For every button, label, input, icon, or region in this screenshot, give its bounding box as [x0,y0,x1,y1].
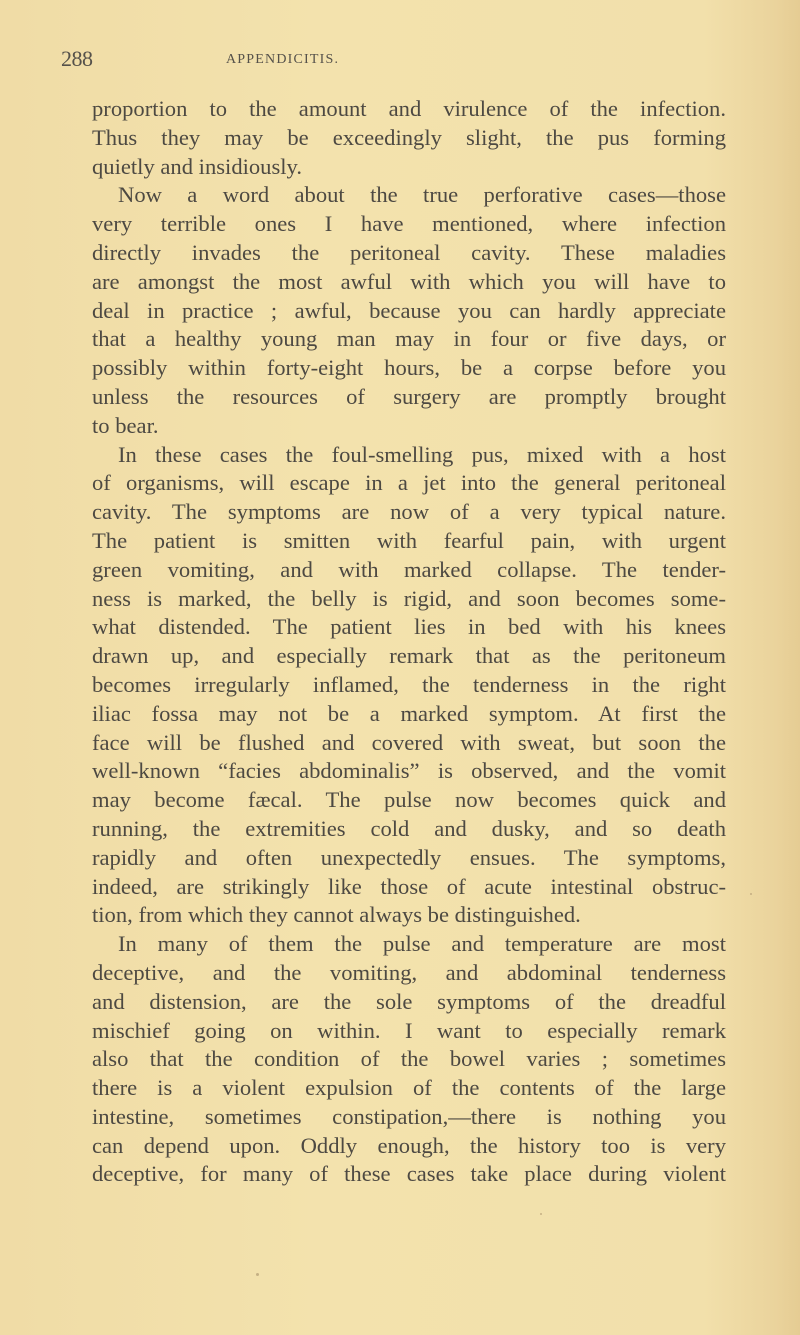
text-line: directly invades the peritoneal cavity. These maladies [92,239,726,265]
text-line: deal in practice ; awful, because you can hardly appreciate [92,297,726,323]
text-line: In these cases the foul-smelling pus, mixed with a host [118,441,726,467]
text-line: becomes irregularly inflamed, the tenderness in the right [92,671,726,697]
text-line: may become fæcal. The pulse now becomes quick and [92,787,726,813]
text-line: green vomiting, and with marked collapse. The tender- [92,556,726,582]
text-line: intestine, sometimes constipation,—there is nothing you [92,1103,726,1129]
text-line: possibly within forty-eight hours, be a corpse before you [92,355,726,381]
body-text [92,95,726,1189]
text-line: very terrible ones I have mentioned, where infection [92,211,726,237]
paper-speck [750,893,752,895]
text-line: running, the extremities cold and dusky, and so death [92,815,726,841]
text-line: Thus they may be exceedingly slight, the pus forming [92,124,726,150]
text-line: In many of them the pulse and temperature are most [118,931,726,957]
text-line: that a healthy young man may in four or five days, or [92,326,726,352]
text-line: and distension, are the sole symptoms of the dreadful [92,988,726,1014]
paper-speck [256,1273,259,1276]
text-line: deceptive, and the vomiting, and abdominal tenderness [92,959,726,985]
running-title: APPENDICITIS. [226,52,340,67]
text-line: quietly and insidiously. [92,153,303,179]
text-line: mischief going on within. I want to especially remark [92,1017,726,1043]
text-line: can depend upon. Oddly enough, the history too is very [92,1132,726,1158]
text-line: tion, from which they cannot always be distinguished. [92,902,581,928]
text-line: also that the condition of the bowel varies ; sometimes [92,1046,726,1072]
text-line: rapidly and often unexpectedly ensues. The symptoms, [92,844,726,870]
text-line: indeed, are strikingly like those of acute intestinal obstruc- [92,873,726,899]
text-line: face will be flushed and covered with sweat, but soon the [92,729,726,755]
text-line: iliac fossa may not be a marked symptom. At first the [92,700,726,726]
text-line: to bear. [92,412,159,438]
page-number: 288 [61,46,93,71]
running-head [0,46,800,76]
text-line: Now a word about the true perforative cases—those [118,182,726,208]
text-line: what distended. The patient lies in bed with his knees [92,614,726,640]
text-line: cavity. The symptoms are now of a very typical nature. [92,499,726,525]
text-line: well-known “facies abdominalis” is observed, and the vomit [92,758,726,784]
text-line: proportion to the amount and virulence of the infection. [92,96,726,121]
text-line: are amongst the most awful with which you will have to [92,268,726,294]
text-line: of organisms, will escape in a jet into the general peritoneal [92,470,726,496]
text-line: ness is marked, the belly is rigid, and soon becomes some- [92,585,726,611]
paper-speck [540,1213,542,1215]
text-line: deceptive, for many of these cases take place during violent [92,1161,726,1187]
text-line: The patient is smitten with fearful pain, with urgent [92,527,726,553]
text-line: there is a violent expulsion of the contents of the large [92,1075,726,1101]
text-line: drawn up, and especially remark that as the peritoneum [92,643,726,669]
text-line: unless the resources of surgery are promptly brought [92,383,726,409]
